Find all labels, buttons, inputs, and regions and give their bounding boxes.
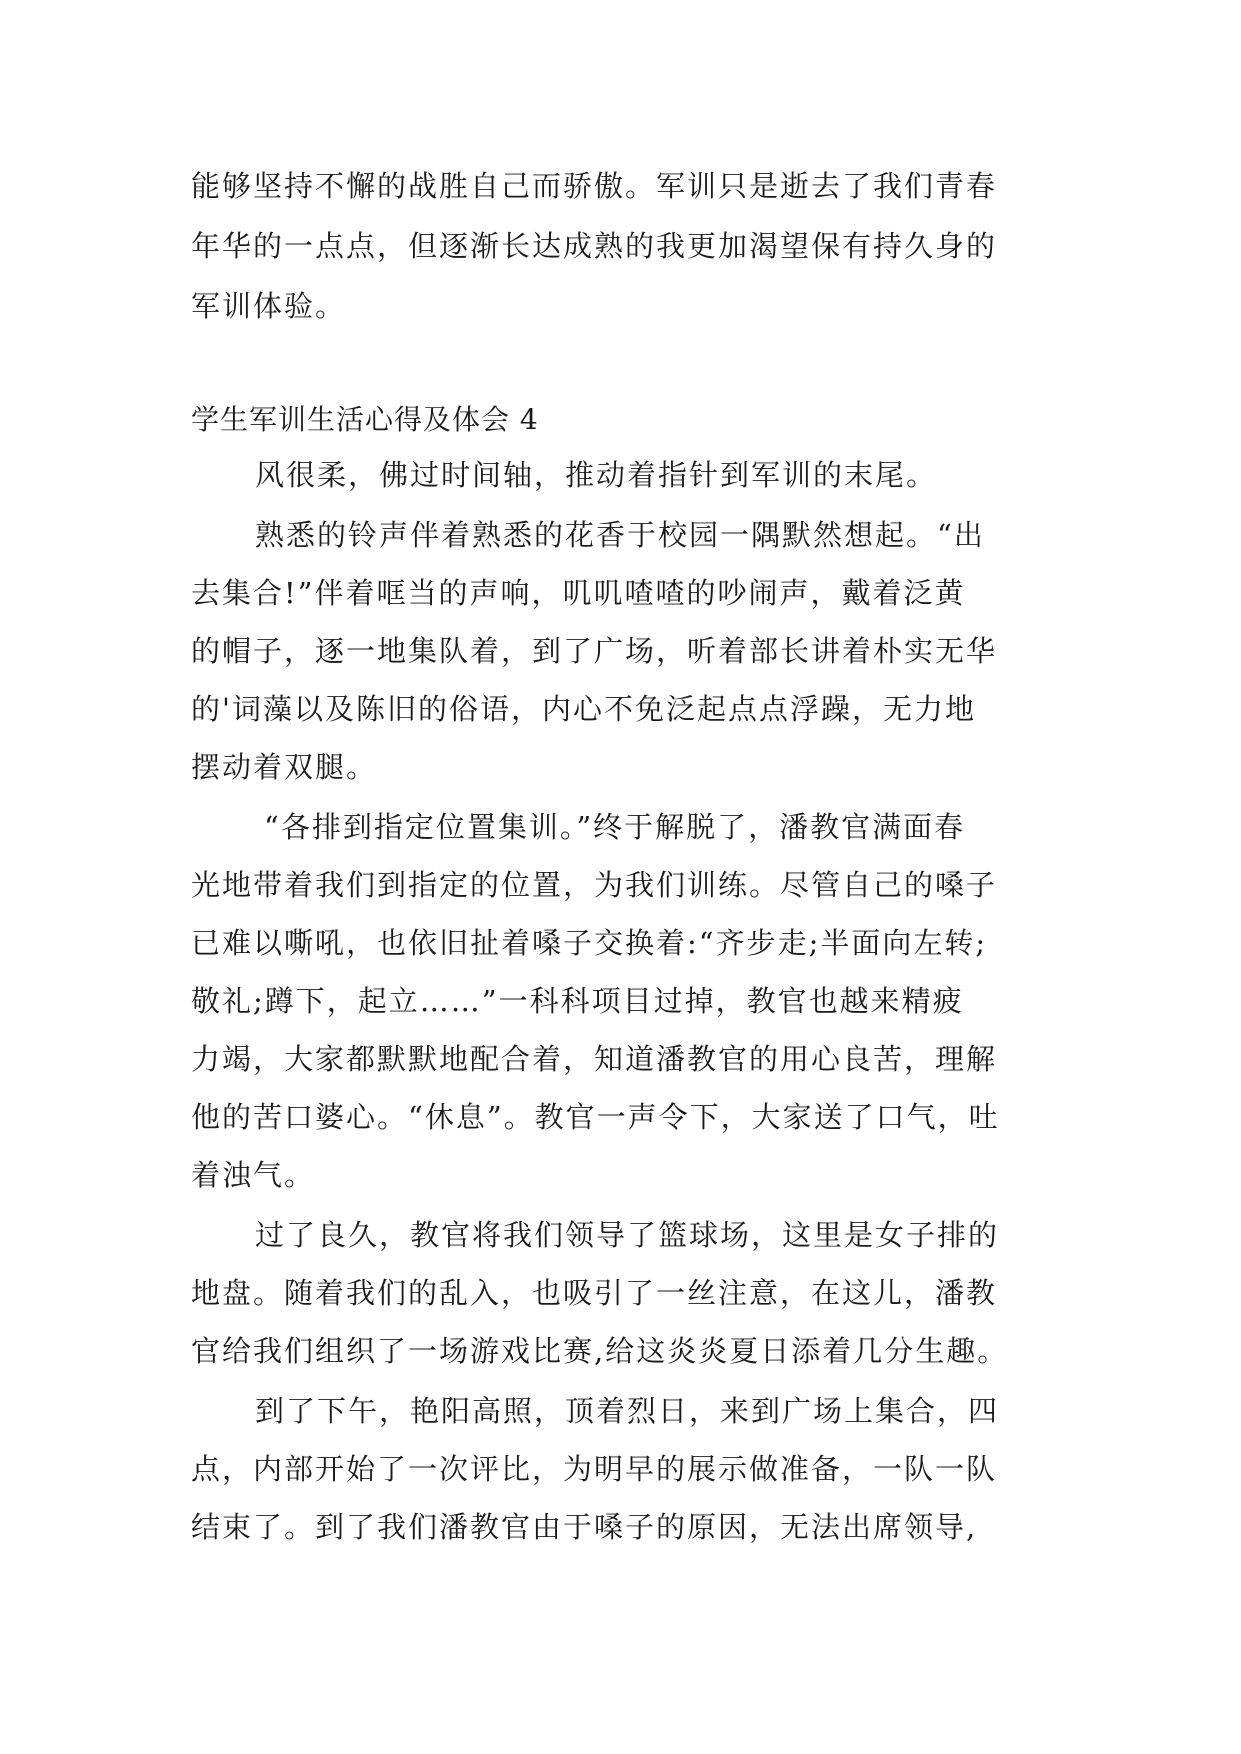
paragraph-line: 的'词藻以及陈旧的俗语，内心不免泛起点点浮躁，无力地 bbox=[191, 692, 976, 726]
section-title: 学生军训生活心得及体会 4 bbox=[191, 403, 539, 436]
paragraph-line: 熟悉的铃声伴着熟悉的花香于校园一隅默然想起。“出 bbox=[255, 518, 985, 552]
paragraph-line: 敬礼;蹲下，起立……”一科科项目过掉，教官也越来精疲 bbox=[191, 984, 964, 1018]
paragraph-line: 已难以嘶吼，也依旧扯着嗓子交换着:“齐步走;半面向左转; bbox=[191, 926, 988, 960]
continuation-line: 年华的一点点，但逐渐长达成熟的我更加渴望保有持久身的 bbox=[191, 229, 998, 263]
paragraph-line: 到了下午，艳阳高照，顶着烈日，来到广场上集合，四 bbox=[255, 1394, 1000, 1428]
paragraph-line: 官给我们组织了一场游戏比赛,给这炎炎夏日添着几分生趣。 bbox=[191, 1334, 1009, 1368]
paragraph-line: 着浊气。 bbox=[191, 1158, 316, 1192]
paragraph-line: 过了良久，教官将我们领导了篮球场，这里是女子排的 bbox=[255, 1218, 1000, 1252]
paragraph-line: 光地带着我们到指定的位置，为我们训练。尽管自己的嗓子 bbox=[191, 868, 998, 902]
paragraph-line: 摆动着双腿。 bbox=[191, 750, 378, 784]
continuation-line: 军训体验。 bbox=[191, 289, 347, 323]
paragraph-line: 的帽子，逐一地集队着，到了广场，听着部长讲着朴实无华 bbox=[191, 634, 998, 668]
paragraph-line: 结束了。到了我们潘教官由于嗓子的原因，无法出席领导, bbox=[191, 1510, 978, 1544]
paragraph-line: 力竭，大家都默默地配合着，知道潘教官的用心良苦，理解 bbox=[191, 1042, 998, 1076]
paragraph-line: 点，内部开始了一次评比，为明早的展示做准备，一队一队 bbox=[191, 1452, 998, 1486]
paragraph-line: 他的苦口婆心。“休息”。教官一声令下，大家送了口气，吐 bbox=[191, 1100, 1000, 1134]
paragraph-line: 风很柔，佛过时间轴，推动着指针到军训的末尾。 bbox=[255, 458, 938, 492]
paragraph-line: “各排到指定位置集训。”终于解脱了，潘教官满面春 bbox=[264, 810, 966, 844]
paragraph-line: 地盘。随着我们的乱入，也吸引了一丝注意，在这儿，潘教 bbox=[191, 1276, 998, 1310]
continuation-line: 能够坚持不懈的战胜自己而骄傲。军训只是逝去了我们青春 bbox=[191, 169, 998, 203]
paragraph-line: 去集合!”伴着哐当的声响，叽叽喳喳的吵闹声，戴着泛黄 bbox=[191, 576, 966, 610]
